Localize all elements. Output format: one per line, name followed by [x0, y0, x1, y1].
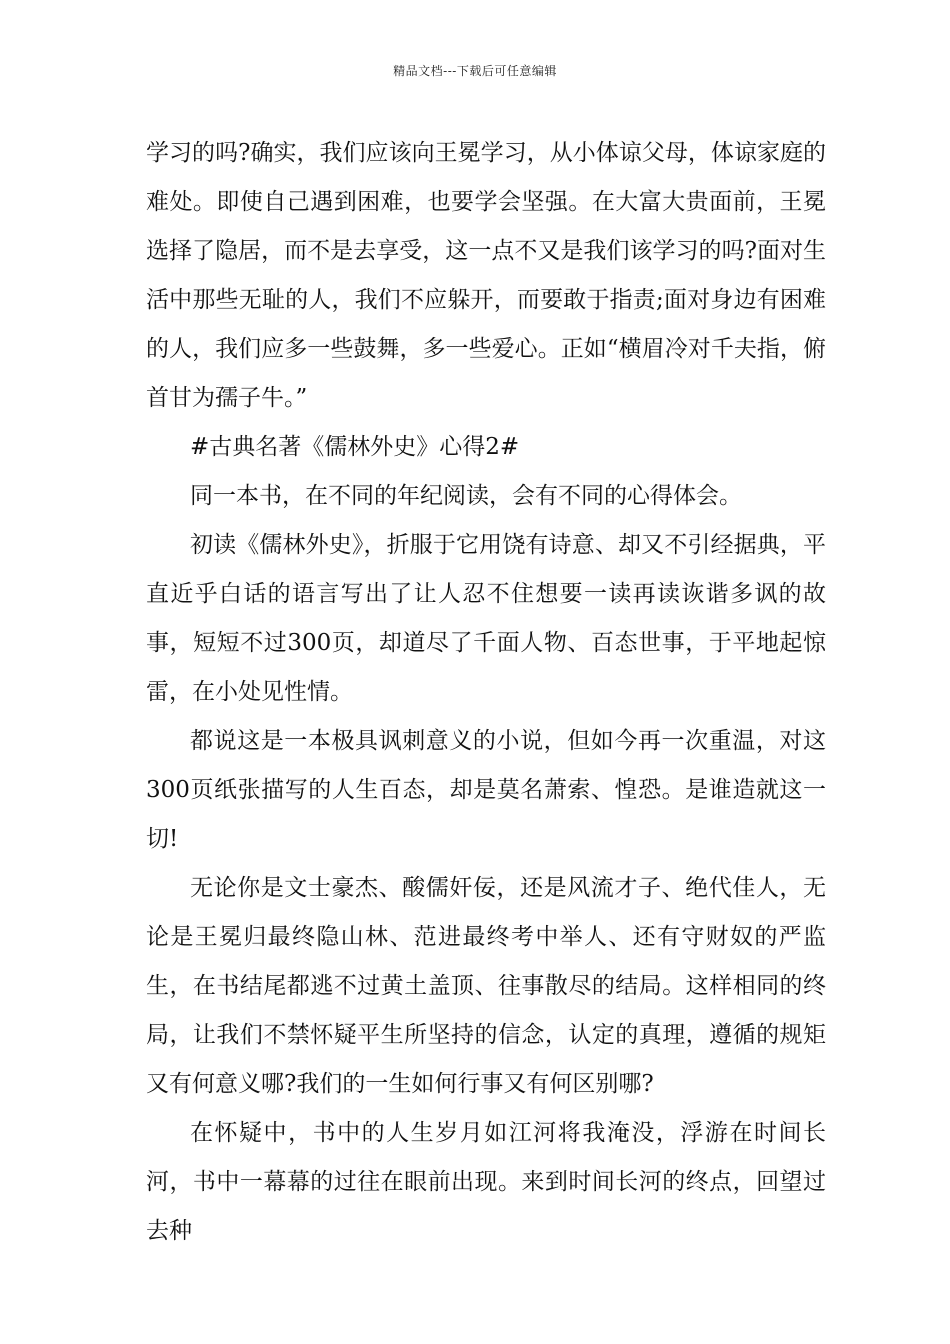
section-heading: #古典名著《儒林外史》心得2#	[190, 434, 520, 460]
paragraph-continuation: 学习的吗?确实，我们应该向王冕学习，从小体谅父母，体谅家庭的难处。即使自己遇到困难，也要学会坚强。在大富大贵面前，王冕选择了隐居，而不是去享受，这一点不又是我们该学习的吗?面对生活中那些无耻的人，我们不应躲开，而要敢于指责;面对身边有困难的人，我们应多一些鼓舞，多一些爱心。正如“横眉冷对千夫指，俯首甘为孺子牛。”	[146, 140, 826, 411]
document-body	[146, 129, 826, 1256]
paragraph: 同一本书，在不同的年纪阅读，会有不同的心得体会。	[190, 483, 742, 509]
page-header: 精品文档---下载后可任意编辑	[393, 64, 557, 78]
paragraph: 在怀疑中，书中的人生岁月如江河将我淹没，浮游在时间长河，书中一幕幕的过往在眼前出现。来到时间长河的终点，回望过去种	[146, 1120, 826, 1244]
paragraph: 无论你是文士豪杰、酸儒奸佞，还是风流才子、绝代佳人，无论是王冕归最终隐山林、范进最终考中举人、还有守财奴的严监生，在书结尾都逃不过黄土盖顶、往事散尽的结局。这样相同的终局，让我们不禁怀疑平生所坚持的信念，认定的真理，遵循的规矩又有何意义哪?我们的一生如何行事又有何区别哪?	[146, 875, 826, 1097]
paragraph: 都说这是一本极具讽刺意义的小说，但如今再一次重温，对这300页纸张描写的人生百态，却是莫名萧索、惶恐。是谁造就这一切!	[146, 728, 826, 852]
paragraph: 初读《儒林外史》，折服于它用饶有诗意、却又不引经据典，平直近乎白话的语言写出了让人忍不住想要一读再读诙谐多讽的故事，短短不过300页，却道尽了千面人物、百态世事，于平地起惊雷，在小处见性情。	[146, 532, 826, 705]
